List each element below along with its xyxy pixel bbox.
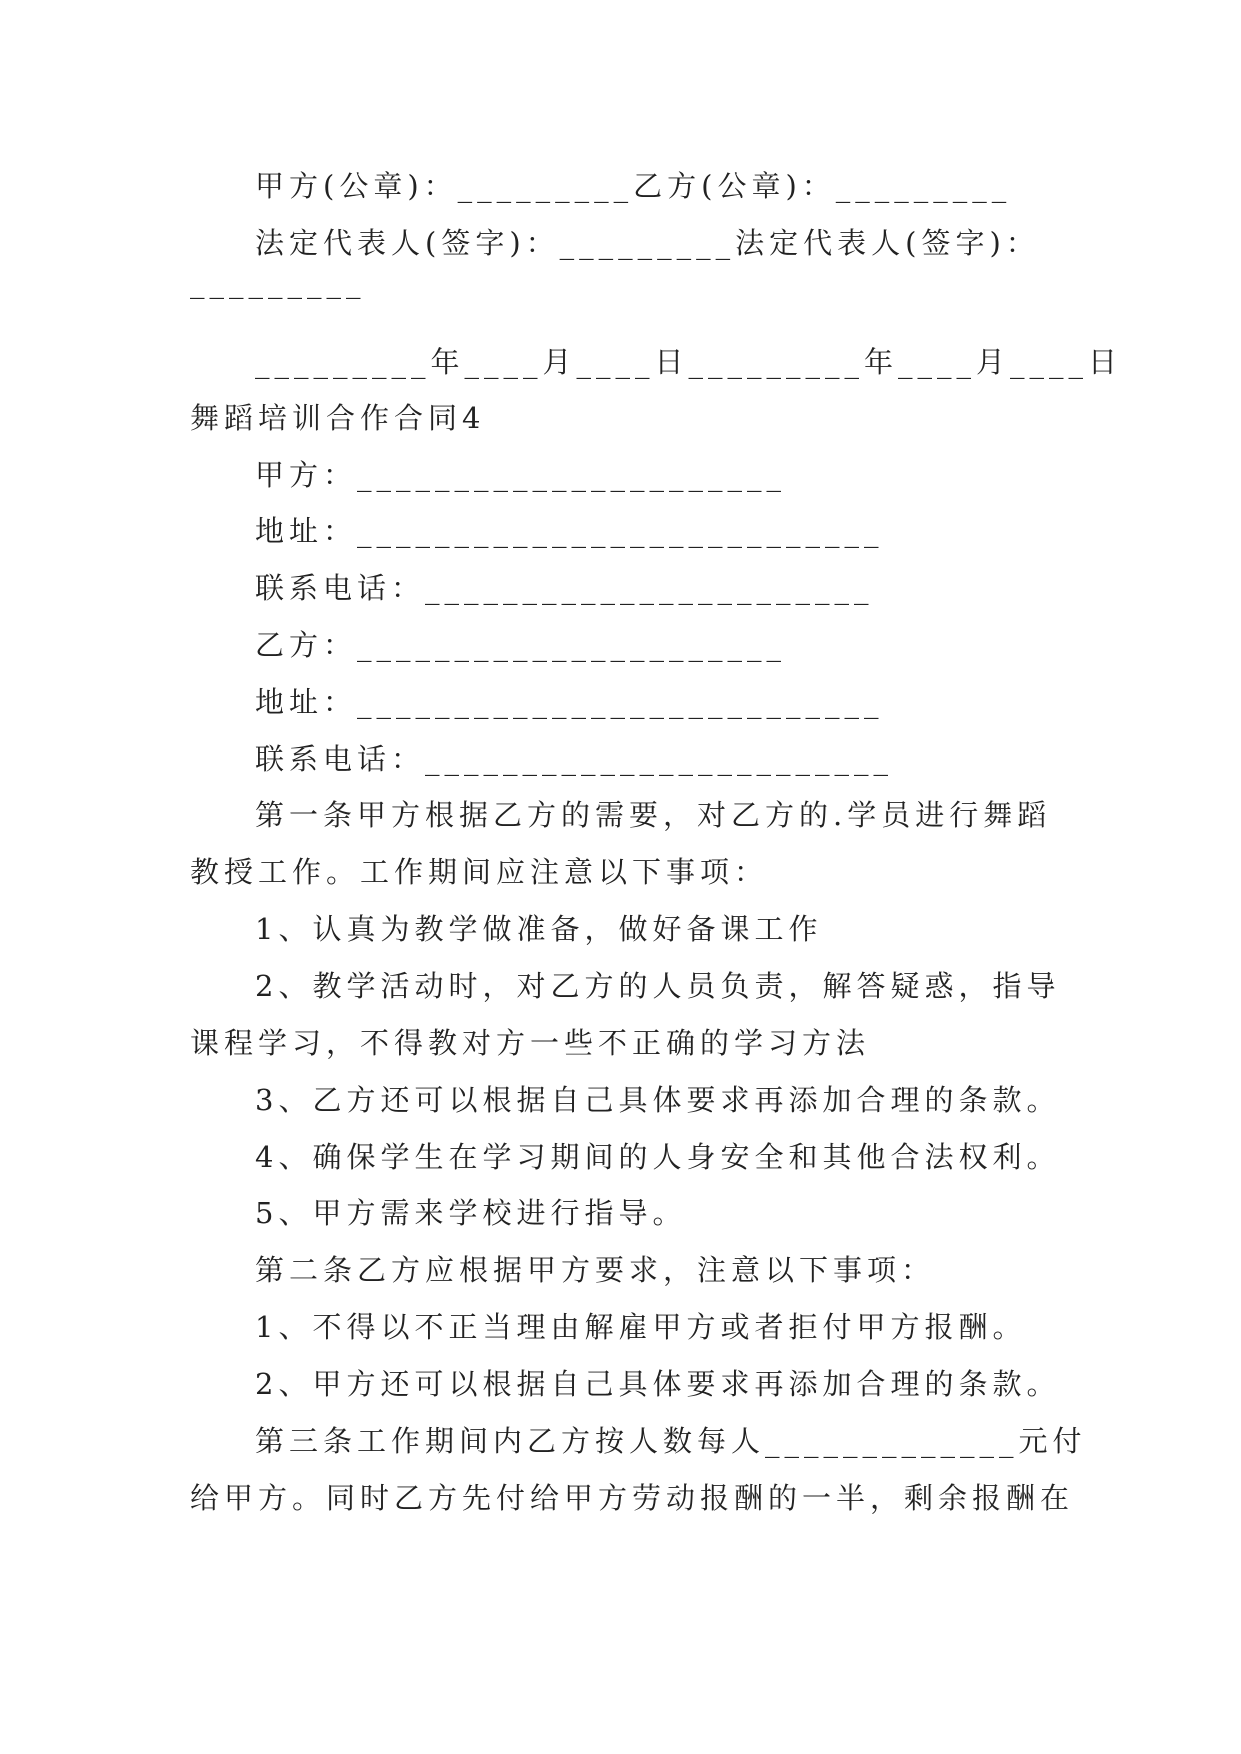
party-a-address-field: 地址：___________________________ <box>255 514 884 548</box>
signature-blank-line: _________ <box>190 265 366 299</box>
article-1-item-2-continued: 课程学习，不得教对方一些不正确的学习方法 <box>190 1026 871 1060</box>
party-b-field: 乙方：______________________ <box>255 628 787 662</box>
article-1-item-3: 3、乙方还可以根据自己具体要求再添加合理的条款。 <box>255 1083 1061 1117</box>
party-b-phone-field: 联系电话：________________________ <box>255 742 894 776</box>
article-3-text: 第三条工作期间内乙方按人数每人_____________元付 <box>255 1424 1087 1458</box>
date-line: _________年____月____日_________年____月____日 <box>255 345 1123 379</box>
representative-signature-line: 法定代表人(签字)：_________法定代表人(签字)： <box>255 226 1040 260</box>
signature-seal-line: 甲方(公章)：_________乙方(公章)：_________ <box>255 169 1012 203</box>
section-title: 舞蹈培训合作合同4 <box>190 401 486 435</box>
article-1-item-2: 2、教学活动时，对乙方的人员负责，解答疑惑，指导 <box>255 969 1061 1003</box>
article-1-item-4: 4、确保学生在学习期间的人身安全和其他合法权利。 <box>255 1140 1061 1174</box>
party-b-address-field: 地址：___________________________ <box>255 685 884 719</box>
article-1-text: 第一条甲方根据乙方的需要，对乙方的.学员进行舞蹈 <box>255 798 1052 832</box>
article-2-text: 第二条乙方应根据甲方要求，注意以下事项： <box>255 1253 936 1287</box>
article-1-item-1: 1、认真为教学做准备，做好备课工作 <box>255 912 823 946</box>
article-2-item-1: 1、不得以不正当理由解雇甲方或者拒付甲方报酬。 <box>255 1310 1027 1344</box>
party-a-field: 甲方：______________________ <box>255 458 787 492</box>
article-1-text-continued: 教授工作。工作期间应注意以下事项： <box>190 855 769 889</box>
article-3-text-continued: 给甲方。同时乙方先付给甲方劳动报酬的一半，剩余报酬在 <box>190 1481 1075 1515</box>
article-1-item-5: 5、甲方需来学校进行指导。 <box>255 1196 687 1230</box>
party-a-phone-field: 联系电话：_______________________ <box>255 571 874 605</box>
article-2-item-2: 2、甲方还可以根据自己具体要求再添加合理的条款。 <box>255 1367 1061 1401</box>
